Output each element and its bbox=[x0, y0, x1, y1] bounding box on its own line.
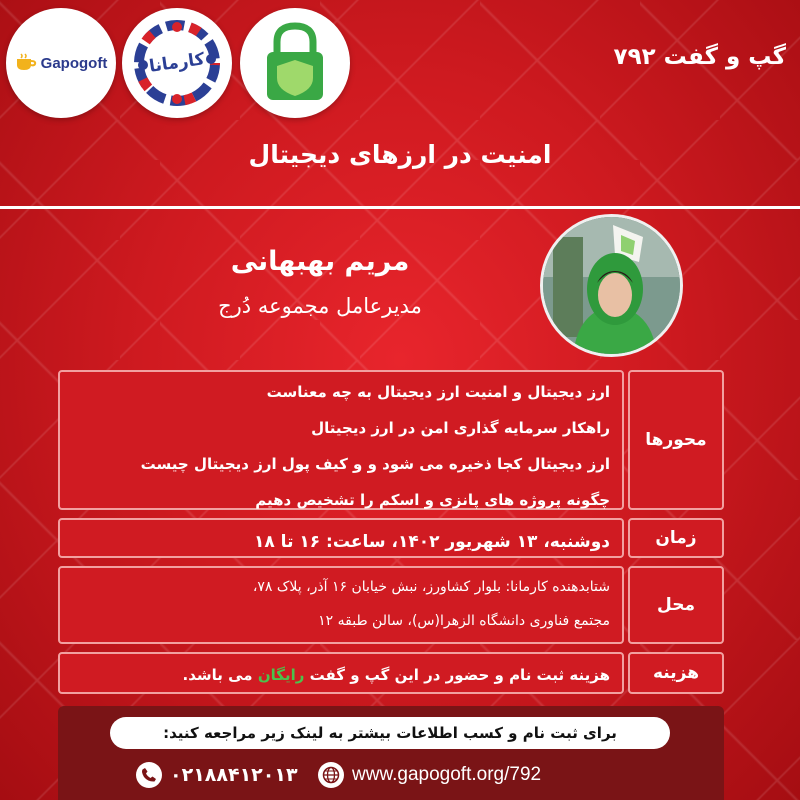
episode-title: گپ و گفت ۷۹۲ bbox=[613, 44, 786, 70]
topic-item-3: ارز دیجیتال کجا ذخیره می شود و و کیف پول ارز دیجیتال چیست bbox=[140, 455, 610, 473]
gapogoft-logo bbox=[6, 8, 116, 118]
karmana-logo bbox=[122, 8, 232, 118]
cost-text-after: می باشد. bbox=[182, 666, 258, 684]
cost-value bbox=[58, 652, 624, 694]
website-link[interactable]: www.gapogoft.org/792 bbox=[352, 764, 542, 785]
time-value: دوشنبه، ۱۳ شهریور ۱۴۰۲، ساعت: ۱۶ تا ۱۸ bbox=[58, 518, 624, 558]
time-label: زمان bbox=[628, 518, 724, 558]
karmana-logo-text: کارمانا bbox=[148, 49, 206, 77]
shield-lock-icon bbox=[255, 18, 335, 108]
place-row bbox=[58, 566, 724, 644]
registration-cta: برای ثبت نام و کسب اطلاعات بیشتر به لینک زیر مراجعه کنید: bbox=[110, 717, 670, 749]
place-value bbox=[58, 566, 624, 644]
place-label: محل bbox=[628, 566, 724, 644]
cost-label: هزینه bbox=[628, 652, 724, 694]
cost-row bbox=[58, 652, 724, 694]
topic-item-2: راهکار سرمایه گذاری امن در ارز دیجیتال bbox=[311, 419, 610, 437]
header-divider bbox=[0, 206, 800, 209]
topic-item-4: چگونه پروژه های پانزی و اسکم را تشخیص دهیم bbox=[255, 491, 610, 509]
phone-contact[interactable] bbox=[136, 762, 298, 788]
topic-item-1: ارز دیجیتال و امنیت ارز دیجیتال به چه معناست bbox=[266, 383, 610, 401]
cost-text-before: هزینه ثبت نام و حضور در این گپ و گفت bbox=[304, 666, 610, 684]
phone-number[interactable]: ۰۲۱۸۸۴۱۲۰۱۳ bbox=[170, 764, 298, 786]
cost-free-word: رایگان bbox=[257, 666, 305, 684]
speaker-photo bbox=[540, 214, 683, 357]
gapogoft-logo-text: Gapogoft bbox=[40, 54, 108, 72]
time-row bbox=[58, 518, 724, 558]
topics-label: محورها bbox=[628, 370, 724, 510]
globe-icon bbox=[318, 762, 344, 788]
topics-list bbox=[58, 370, 624, 510]
phone-icon bbox=[136, 762, 162, 788]
speaker-name: مریم بهبهانی bbox=[230, 246, 410, 277]
place-line-2: مجتمع فناوری دانشگاه الزهرا(س)، سالن طبقه ۱۲ bbox=[318, 613, 610, 629]
topics-row bbox=[58, 370, 724, 510]
page-title: امنیت در ارزهای دیجیتال bbox=[248, 140, 552, 169]
website-contact[interactable] bbox=[318, 762, 541, 788]
cup-icon bbox=[15, 53, 37, 73]
security-logo bbox=[240, 8, 350, 118]
speaker-role: مدیرعامل مجموعه دُرج bbox=[218, 294, 422, 318]
place-line-1: شتابدهنده کارمانا: بلوار کشاورز، نبش خیابان ۱۶ آذر، پلاک ۷۸، bbox=[252, 579, 610, 595]
